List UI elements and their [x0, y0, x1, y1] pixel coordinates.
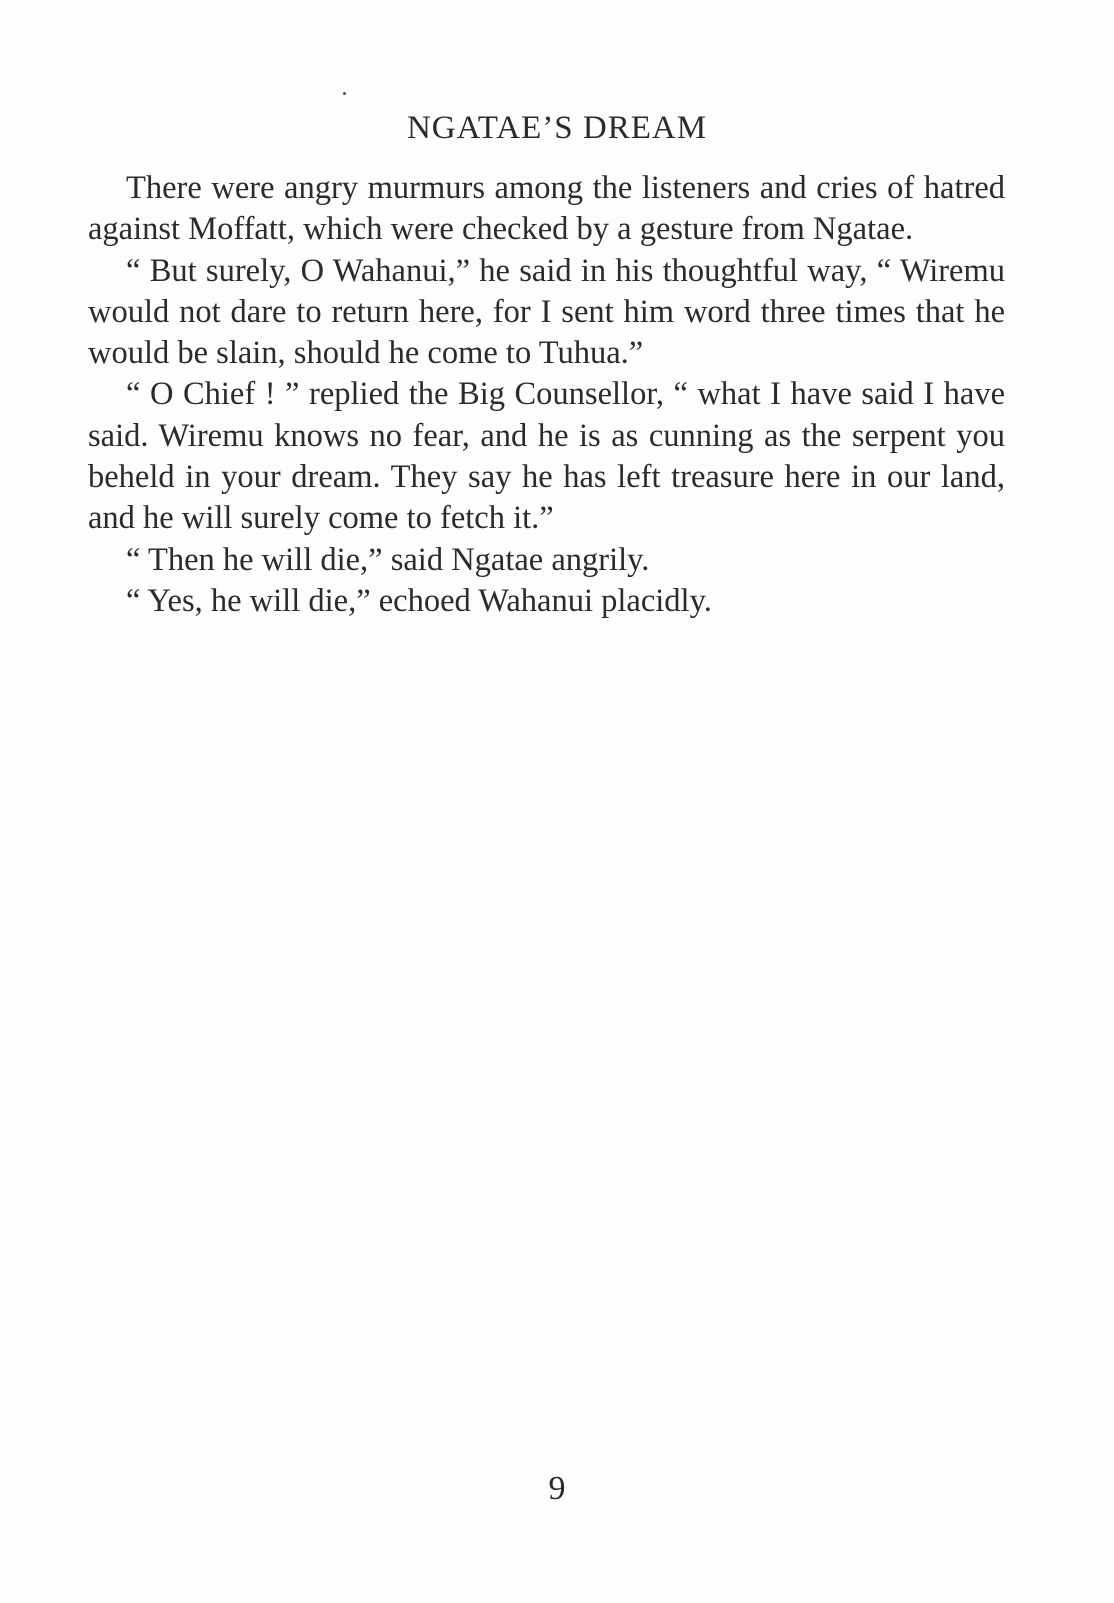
paragraph: “ Yes, he will die,” echoed Wahanui placidly.	[126, 582, 712, 619]
paragraph: “ But surely, O Wahanui,” he said in his thoughtful way, “ Wiremu would not dare to return here, for I sent him word three times that he would be slain, should he come to Tuhua.”	[88, 252, 1005, 372]
page-number: 9	[548, 1470, 566, 1507]
body-text	[88, 168, 1005, 622]
paragraph: “ O Chief ! ” replied the Big Counsellor, “ what I have said I have said. Wiremu knows no fear, and he is as cunning as the serpent you beheld in your dream. They say he has left treasure here in our land, and he will surely come to fetch it.”	[88, 376, 1005, 537]
ink-speck	[343, 92, 346, 95]
paragraph: “ Then he will die,” said Ngatae angrily.	[126, 541, 650, 578]
paragraph: There were angry murmurs among the listeners and cries of hatred against Moffatt, which were checked by a gesture from Ngatae.	[88, 170, 1005, 248]
running-head: NGATAE’S DREAM	[406, 110, 708, 146]
